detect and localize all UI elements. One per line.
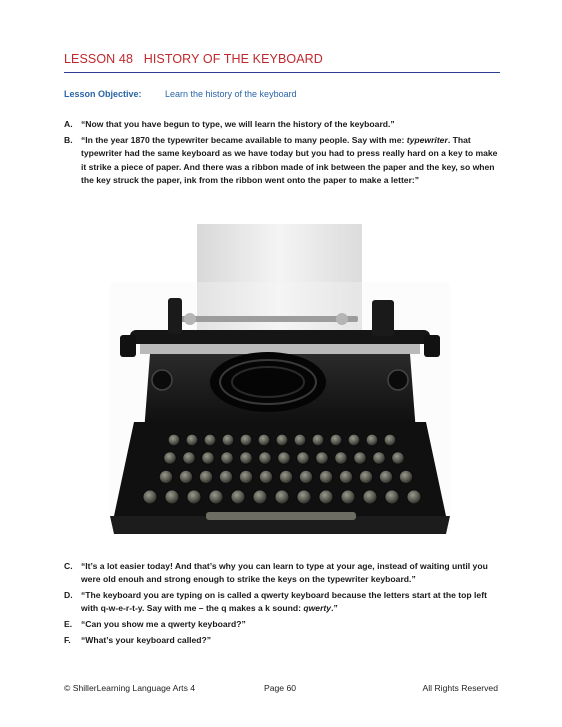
list-item-e: [64, 618, 504, 631]
list-item-c: [64, 560, 504, 587]
list-item-b: [64, 134, 504, 187]
item-text: “Can you show me a qwerty keyboard?”: [81, 619, 246, 629]
item-text: “What’s your keyboard called?”: [81, 635, 212, 645]
item-marker: C.: [64, 561, 73, 571]
objective-text: Learn the history of the keyboard: [165, 89, 297, 99]
item-marker: E.: [64, 619, 73, 629]
item-text-part: “The keyboard you are typing on is called a qwerty keyboard because the letters start at the top left with q-w-e-r-t-y. Say with me – the q makes a k sound:: [81, 590, 487, 614]
item-text-emphasis: typewriter: [406, 135, 448, 145]
left-knob: [120, 335, 136, 357]
item-text: [81, 134, 504, 187]
footer-copyright: © ShillerLearning Language Arts 4: [64, 683, 196, 693]
item-marker: D.: [64, 590, 73, 600]
space-bar: [206, 512, 356, 520]
left-paper-guide: [168, 298, 182, 334]
lesson-objective: [64, 89, 297, 99]
list-item-f: [64, 634, 504, 647]
item-marker: F.: [64, 635, 71, 645]
item-text: [81, 589, 504, 616]
item-marker: B.: [64, 135, 73, 145]
item-marker: A.: [64, 119, 73, 129]
item-text-part: . That typewriter had the same keyboard as we have today but you had to press really hard on a key to make it strike a piece of paper. And there was a ribbon made of ink between the paper and the key, so when the key struck the paper, ink from the ribbon went onto the paper to make a letter:”: [81, 135, 498, 185]
objective-label: Lesson Objective:: [64, 89, 142, 99]
item-text-part: “In the year 1870 the typewriter became available to many people. Say with me:: [81, 135, 407, 145]
item-text: “Now that you have begun to type, we will learn the history of the keyboard.”: [81, 119, 395, 129]
right-knob: [424, 335, 440, 357]
typewriter-photo: [110, 222, 450, 542]
list-item-a: [64, 118, 504, 131]
margin-scale: [140, 344, 420, 354]
footer-rights: All Rights Reserved: [422, 683, 498, 693]
title-divider: [64, 72, 500, 73]
bail-knob-left: [184, 313, 196, 325]
item-text: “It’s a lot easier today! And that’s why you can learn to type at your age, instead of waiting until you were old enouh and strong enough to strike the keys on the typewriter keyboard.”: [81, 561, 488, 585]
bail-knob-right: [336, 313, 348, 325]
item-text-part: .”: [331, 603, 338, 614]
item-text-emphasis: qwerty: [303, 603, 332, 614]
footer-page-number: Page 60: [264, 683, 297, 693]
paper-bail: [174, 316, 358, 322]
lesson-title: LESSON 48 HISTORY OF THE KEYBOARD: [64, 52, 323, 66]
list-item-d: [64, 589, 504, 616]
right-paper-guide: [372, 300, 394, 336]
